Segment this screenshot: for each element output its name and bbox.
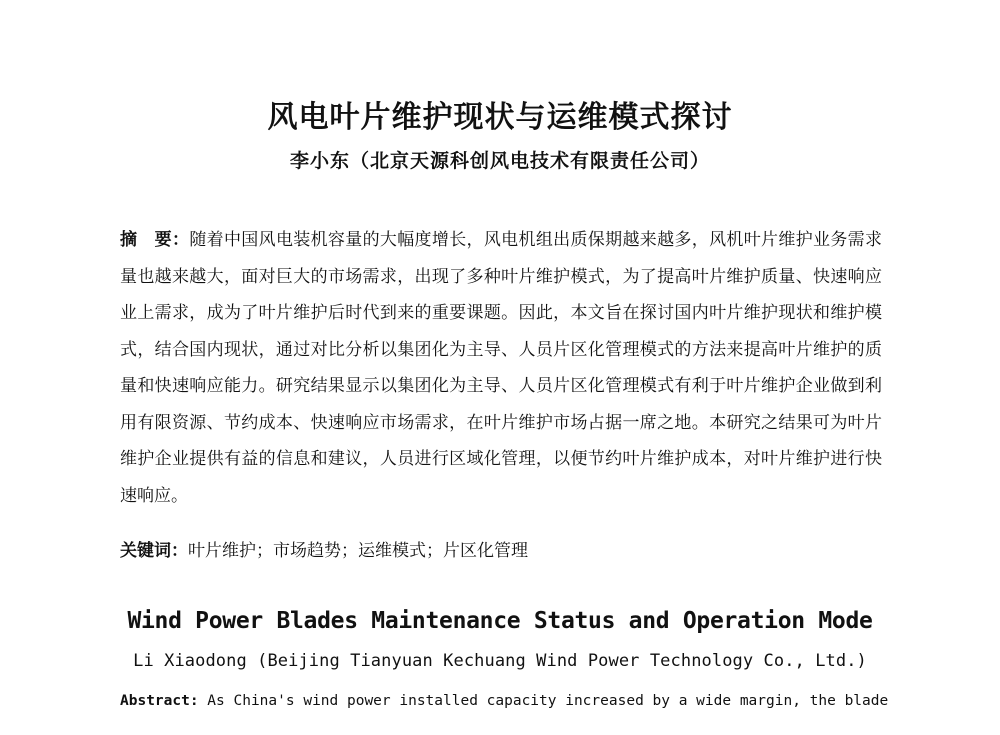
english-abstract <box>120 693 900 709</box>
chinese-abstract-text: 随着中国风电装机容量的大幅度增长，风电机组出质保期越来越多，风机叶片维护业务需求量也越来越大，面对巨大的市场需求，出现了多种叶片维护模式，为了提高叶片维护质量、快速响应业上需求，成为了叶片维护后时代到来的重要课题。因此，本文旨在探讨国内叶片维护现状和维护模式，结合国内现状，通过对比分析以集团化为主导、人员片区化管理模式的方法来提高叶片维护的质量和快速响应能力。研究结果显示以集团化为主导、人员片区化管理模式有利于叶片维护企业做到利用有限资源、节约成本、快速响应市场需求，在叶片维护市场占据一席之地。本研究之结果可为叶片维护企业提供有益的信息和建议，人员进行区域化管理，以便节约叶片维护成本，对叶片维护进行快速响应。 <box>120 230 883 506</box>
english-title: Wind Power Blades Maintenance Status and Operation Mode <box>127 608 873 634</box>
chinese-keywords <box>120 537 882 565</box>
chinese-title: 风电叶片维护现状与运维模式探讨 <box>267 100 733 135</box>
english-author-affiliation: Li Xiaodong (Beijing Tianyuan Kechuang Wind Power Technology Co., Ltd.) <box>133 651 867 671</box>
english-abstract-label: Abstract: <box>120 693 199 709</box>
chinese-abstract-label: 摘 要： <box>120 230 190 250</box>
chinese-author-affiliation: 李小东（北京天源科创风电技术有限责任公司） <box>289 150 710 172</box>
english-abstract-text: As China's wind power installed capacity increased by a wide margin, the blade <box>198 693 889 709</box>
chinese-keywords-text: 叶片维护；市场趋势；运维模式；片区化管理 <box>188 541 528 561</box>
chinese-abstract <box>120 222 882 514</box>
chinese-keywords-label: 关键词： <box>120 541 188 561</box>
